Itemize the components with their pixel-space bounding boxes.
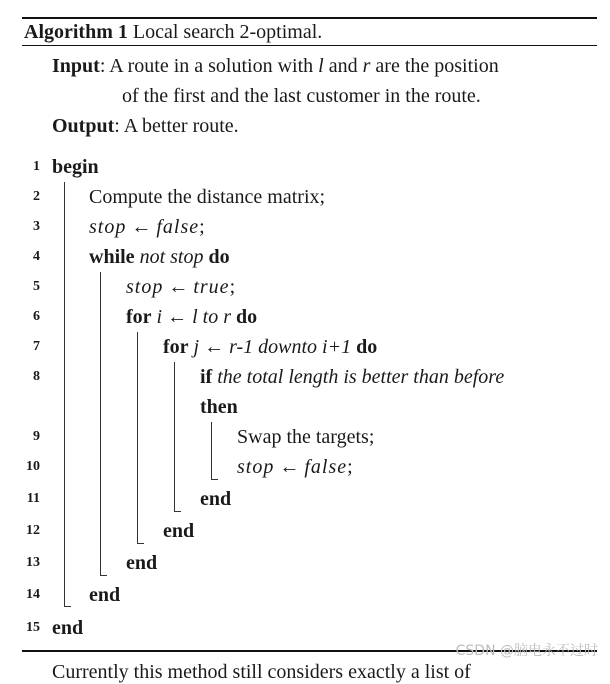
var-stop: stop	[237, 456, 275, 478]
input-line-2: of the first and the last customer in the route.	[122, 85, 481, 107]
line-number-1: 1	[33, 159, 40, 174]
line-14	[89, 583, 120, 607]
line-number-9: 9	[33, 429, 40, 444]
line-4	[89, 245, 230, 269]
kw-do: do	[236, 306, 258, 328]
var-stop: stop	[126, 276, 164, 298]
line-number-5: 5	[33, 279, 40, 294]
kw-begin: begin	[52, 156, 99, 178]
algorithm-title: Local search 2-optimal.	[132, 21, 323, 43]
val-true: true	[193, 276, 230, 298]
line-8	[200, 365, 504, 389]
input-line	[52, 54, 499, 78]
begin-block-hook	[64, 606, 71, 607]
semicolon: ;	[199, 216, 205, 238]
for-i-block-hook	[137, 543, 144, 544]
assign-arrow: ←	[162, 306, 193, 328]
line-number-7: 7	[33, 339, 40, 354]
line-5	[126, 275, 235, 299]
output-label: Output	[52, 115, 115, 137]
kw-for: for	[163, 336, 189, 358]
begin-block-line	[64, 182, 65, 607]
if-block-line	[211, 422, 212, 480]
val-false: false	[156, 216, 200, 238]
while-block-hook	[100, 575, 107, 576]
for-i-var: i	[156, 306, 163, 328]
val-false: false	[304, 456, 348, 478]
assign-arrow: ←	[163, 276, 194, 298]
input-and: and	[323, 55, 363, 77]
if-condition: the total length is better than before	[217, 366, 505, 388]
line-8-cont	[200, 395, 238, 419]
top-rule	[22, 17, 597, 19]
kw-end: end	[163, 520, 195, 542]
line-number-6: 6	[33, 309, 40, 324]
algorithm-caption	[24, 20, 322, 44]
line-11	[200, 487, 231, 511]
kw-end: end	[52, 617, 84, 639]
line-number-13: 13	[26, 555, 40, 570]
kw-end: end	[200, 488, 232, 510]
line-number-14: 14	[26, 587, 40, 602]
for-j-range: r-1 downto i+1	[229, 336, 352, 358]
for-j-block-hook	[174, 511, 181, 512]
line-10	[237, 455, 353, 479]
assign-arrow: ←	[126, 216, 157, 238]
var-r: r	[362, 55, 371, 77]
line-1	[52, 155, 99, 179]
for-i-block-line	[137, 332, 138, 544]
line-6	[126, 305, 257, 329]
line-number-3: 3	[33, 219, 40, 234]
input-text: : A route in a solution with	[99, 55, 319, 77]
kw-do: do	[208, 246, 230, 268]
while-block-line	[100, 272, 101, 576]
for-i-range: l to r	[192, 306, 232, 328]
output-line	[52, 114, 239, 138]
line-number-2: 2	[33, 189, 40, 204]
for-j-block-line	[174, 362, 175, 512]
line-7	[163, 335, 377, 359]
line-number-12: 12	[26, 523, 40, 538]
assign-arrow: ←	[274, 456, 305, 478]
line-number-8: 8	[33, 369, 40, 384]
line-3	[89, 215, 205, 239]
line-9: Swap the targets;	[237, 426, 375, 448]
line-number-4: 4	[33, 249, 40, 264]
var-l: l	[318, 55, 324, 77]
if-block-hook	[211, 479, 218, 480]
kw-end: end	[126, 552, 158, 574]
kw-then: then	[200, 396, 238, 418]
assign-arrow: ←	[199, 336, 230, 358]
output-text: : A better route.	[114, 115, 239, 137]
semicolon: ;	[229, 276, 236, 298]
caption-rule	[22, 45, 597, 46]
watermark: CSDN @脑电永不过时	[455, 643, 598, 659]
line-15	[52, 616, 83, 640]
input-text-2: are the position	[370, 55, 499, 77]
semicolon: ;	[347, 456, 353, 478]
line-13	[126, 551, 157, 575]
line-number-15: 15	[26, 620, 40, 635]
for-j-var: j	[193, 336, 200, 358]
kw-while: while	[89, 246, 135, 268]
line-2: Compute the distance matrix;	[89, 186, 326, 208]
kw-do: do	[356, 336, 378, 358]
line-number-10: 10	[26, 459, 40, 474]
line-12	[163, 519, 194, 543]
kw-for: for	[126, 306, 152, 328]
input-label: Input	[52, 55, 100, 77]
footer-text: Currently this method still considers exactly a list of	[52, 661, 471, 683]
algorithm-label: Algorithm 1	[24, 21, 128, 43]
kw-end: end	[89, 584, 121, 606]
line-number-11: 11	[26, 491, 40, 506]
var-stop: stop	[89, 216, 127, 238]
while-condition: not stop	[139, 246, 204, 268]
kw-if: if	[200, 366, 213, 388]
